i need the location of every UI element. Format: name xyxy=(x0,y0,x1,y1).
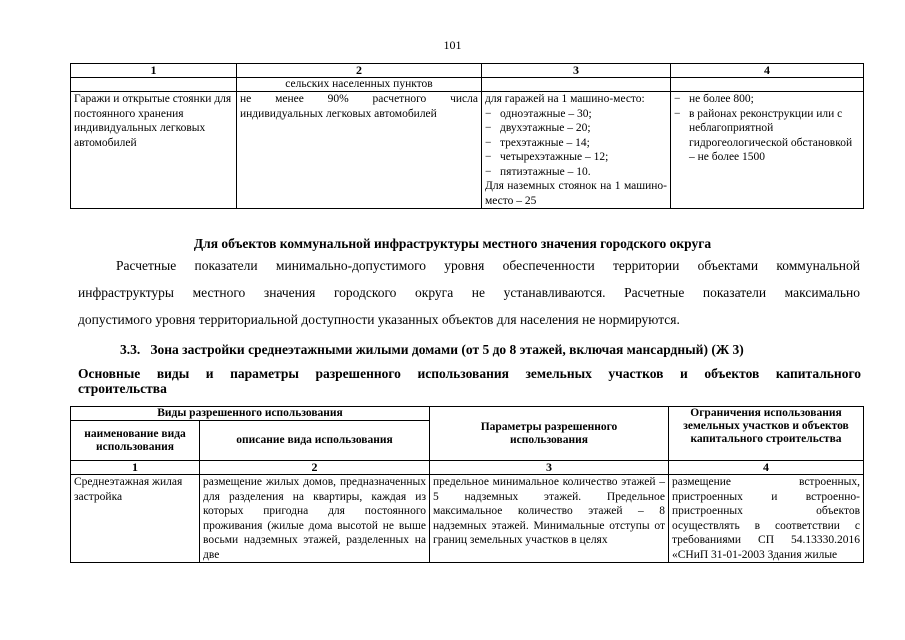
use-name: Среднеэтажная жилая застройка xyxy=(71,475,200,563)
paragraph-line: инфраструктуры местного значения городского округа не устанавливаются. Расчетные показатели максимально xyxy=(78,285,860,300)
limits-list xyxy=(674,92,860,165)
list-item: − четырехэтажные – 12; xyxy=(485,150,667,165)
subtitle xyxy=(78,366,861,396)
subtitle-line: Основные виды и параметры разрешенного использования земельных участков и объектов капитального xyxy=(78,366,861,381)
column-number: 3 xyxy=(482,64,671,78)
subtitle-line: строительства xyxy=(78,381,167,396)
section-title-zone: 3.3. Зона застройки среднеэтажными жилыми домами (от 5 до 8 этажей, включая мансардный) (Ж 3) xyxy=(120,342,744,357)
continued-cell: сельских населенных пунктов xyxy=(237,78,482,92)
ground-parking: Для наземных стоянок на 1 машино-место – 25 xyxy=(485,180,667,207)
use-description: размещение жилых домов, предназначенных для разделения на квартиры, каждая из которых пригодна для постоянного проживания (жилые дома высотой не выше восьми надземных этажей, разделенных на две xyxy=(200,475,430,563)
column-number: 4 xyxy=(669,461,864,475)
object-capacity xyxy=(482,92,671,209)
use-parameters: предельное минимальное количество этажей – 5 надземных этажей. Предельное максимальное количество этажей – 8 надземных этажей. Минимальные отступы от границ земельных участков в целях xyxy=(430,475,669,563)
paragraph-line: допустимого уровня территориальной доступности указанных объектов для населения не нормируются. xyxy=(78,312,680,327)
list-item: − не более 800; xyxy=(674,92,860,107)
list-item: − одноэтажные – 30; xyxy=(485,107,667,122)
list-item: − трехэтажные – 14; xyxy=(485,136,667,151)
capacity-intro: для гаражей на 1 машино-место: xyxy=(485,93,645,105)
group-header: Виды разрешенного использования xyxy=(71,407,430,421)
table-number-row xyxy=(71,461,864,475)
list-item: − двухэтажные – 20; xyxy=(485,121,667,136)
floor-list xyxy=(485,107,667,180)
column-number: 2 xyxy=(237,64,482,78)
paragraph-line: Расчетные показатели минимально-допустимого уровня обеспеченности территории объектами коммунальной xyxy=(116,258,860,273)
column-number: 2 xyxy=(200,461,430,475)
table-header-row xyxy=(71,407,864,421)
table-permitted-uses xyxy=(70,406,864,563)
section-title-communal: Для объектов коммунальной инфраструктуры местного значения городского округа xyxy=(193,236,712,251)
table-header-row xyxy=(71,64,864,78)
table-row-continued xyxy=(71,78,864,92)
table-garages xyxy=(70,63,864,209)
object-parameter: не менее 90% расчетного числа индивидуальных легковых автомобилей xyxy=(237,92,482,209)
limits-header: Ограничения использования земельных участков и объектов капитального строительства xyxy=(669,407,864,461)
table-row xyxy=(71,92,864,209)
list-item: − в районах реконструкции или с неблагоприятной гидрогеологической обстановкой – не более 1500 xyxy=(674,107,860,165)
table-row xyxy=(71,475,864,563)
name-header: наименование вида использования xyxy=(71,421,200,461)
desc-header: описание вида использования xyxy=(200,421,430,461)
list-item: − пятиэтажные – 10. xyxy=(485,165,667,180)
use-limits: размещение встроенных, пристроенных и встроенно-пристроенных объектов осуществлять в соответствии с требованиями СП 54.13330.2016 «СНиП 31-01-2003 Здания жилые xyxy=(669,475,864,563)
column-number: 4 xyxy=(671,64,864,78)
object-limits xyxy=(671,92,864,209)
paragraph-communal xyxy=(78,252,860,333)
column-number: 3 xyxy=(430,461,669,475)
params-header: Параметры разрешенного использования xyxy=(430,407,669,461)
object-name: Гаражи и открытые стоянки для постоянного хранения индивидуальных легковых автомобилей xyxy=(71,92,237,209)
column-number: 1 xyxy=(71,64,237,78)
column-number: 1 xyxy=(71,461,200,475)
page-number: 101 xyxy=(443,38,462,52)
